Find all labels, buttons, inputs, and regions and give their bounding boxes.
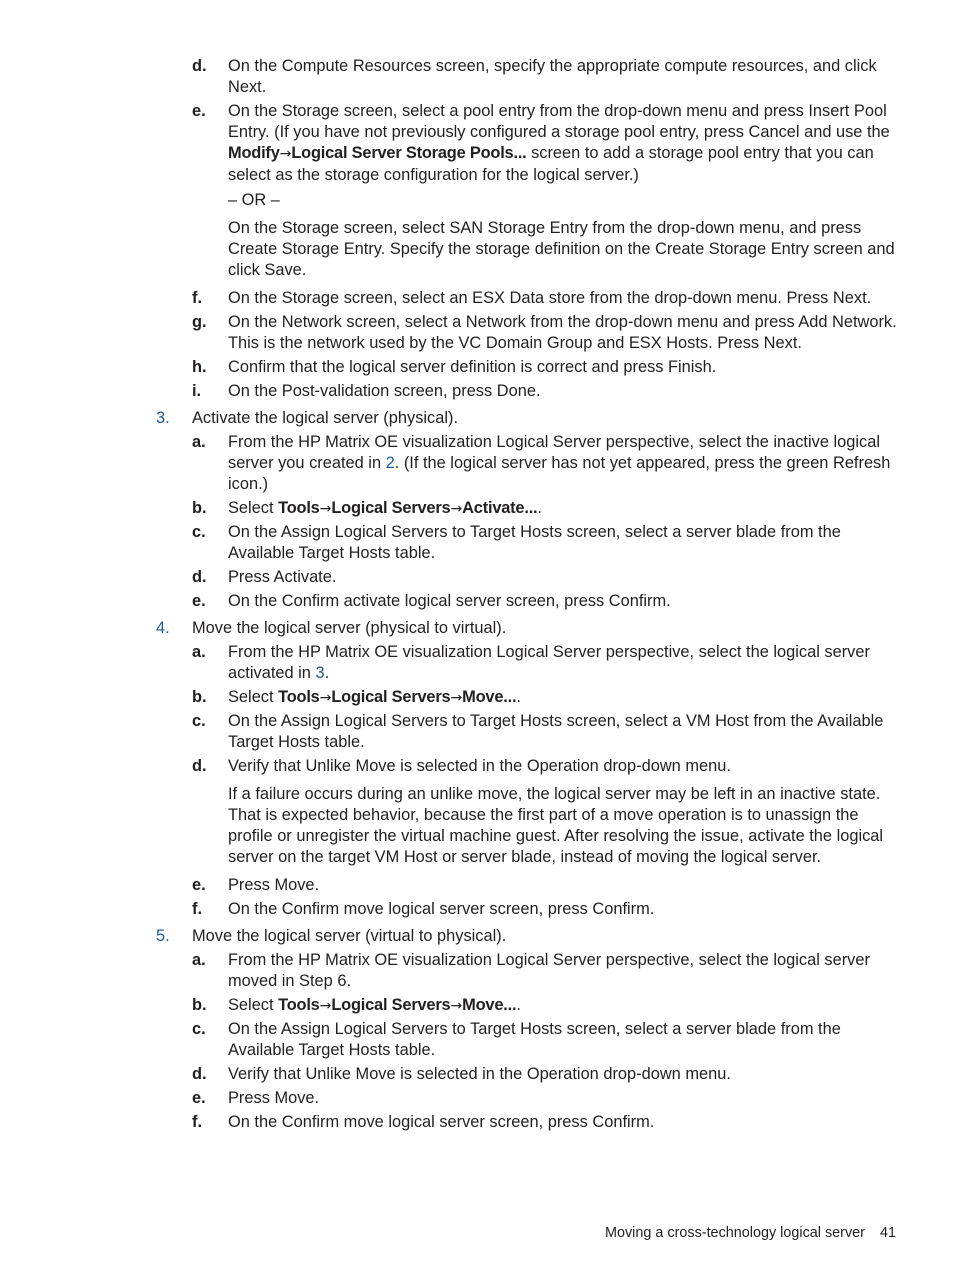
step-link[interactable]: 2 bbox=[385, 454, 395, 472]
item-text: On the Assign Logical Servers to Target Hosts screen, select a VM Host from the Available Target Hosts table. bbox=[228, 712, 884, 751]
item-marker: e. bbox=[192, 102, 206, 120]
item-text: On the Network screen, select a Network from the drop-down menu and press Add Network. This is the network used by the VC Domain Group and ESX Hosts. Press Next. bbox=[228, 313, 897, 352]
item-marker: i. bbox=[192, 382, 202, 400]
footer-title: Moving a cross-technology logical server bbox=[605, 1225, 865, 1241]
item-marker: e. bbox=[192, 876, 206, 894]
item-text: Press Activate. bbox=[228, 568, 337, 586]
item-text: On the Confirm move logical server screen, press Confirm. bbox=[228, 1113, 655, 1131]
item-marker: b. bbox=[192, 499, 207, 517]
step-number: 5. bbox=[156, 927, 170, 945]
page-number: 41 bbox=[880, 1225, 897, 1241]
item-marker: e. bbox=[192, 1089, 206, 1107]
item-text: On the Assign Logical Servers to Target Hosts screen, select a server blade from the Available Target Hosts table. bbox=[228, 1020, 841, 1059]
step-text: Move the logical server (virtual to physical). bbox=[192, 927, 507, 945]
item-text: From the HP Matrix OE visualization Logical Server perspective, select the logical server moved in Step 6. bbox=[228, 951, 870, 990]
item-marker: d. bbox=[192, 757, 207, 775]
item-marker: d. bbox=[192, 57, 207, 75]
item-marker: f. bbox=[192, 900, 203, 918]
item-text: On the Assign Logical Servers to Target Hosts screen, select a server blade from the Available Target Hosts table. bbox=[228, 523, 841, 562]
item-marker: e. bbox=[192, 592, 206, 610]
alternative-paragraph: On the Storage screen, select SAN Storage Entry from the drop-down menu, and press Create Storage Entry. Specify the storage definition on the Create Storage Entry screen and click Save. bbox=[228, 219, 895, 279]
item-text: From the HP Matrix OE visualization Logical Server perspective, select the logical server activated in 3. bbox=[228, 643, 870, 682]
item-marker: h. bbox=[192, 358, 207, 376]
item-marker: g. bbox=[192, 313, 207, 331]
item-marker: b. bbox=[192, 688, 207, 706]
item-text: On the Storage screen, select a pool entry from the drop-down menu and press Insert Pool Entry. (If you have not previously configured a storage pool entry, press Cancel and use the Modify→Logical Server Storage Pools... screen to add a storage pool entry that you can select as the storage configuration for the logical server.) bbox=[228, 102, 890, 184]
note-paragraph: If a failure occurs during an unlike move, the logical server may be left in an inactive state. That is expected behavior, because the first part of a move operation is to unassign the profile or unregister the virtual machine guest. After resolving the issue, activate the logical server on the target VM Host or server blade, instead of moving the logical server. bbox=[228, 785, 884, 866]
item-marker: c. bbox=[192, 523, 206, 541]
item-text: Select Tools→Logical Servers→Move.... bbox=[228, 996, 521, 1014]
item-text: Select Tools→Logical Servers→Move.... bbox=[228, 688, 521, 706]
item-marker: d. bbox=[192, 568, 207, 586]
item-marker: d. bbox=[192, 1065, 207, 1083]
item-text: On the Post-validation screen, press Done. bbox=[228, 382, 541, 400]
item-marker: b. bbox=[192, 996, 207, 1014]
item-marker: c. bbox=[192, 712, 206, 730]
item-text: From the HP Matrix OE visualization Logical Server perspective, select the inactive logical server you created in 2. (If the logical server has not yet appeared, press the green Refresh icon.) bbox=[228, 433, 891, 493]
item-marker: f. bbox=[192, 1113, 203, 1131]
item-text: Confirm that the logical server definition is correct and press Finish. bbox=[228, 358, 717, 376]
item-text: Verify that Unlike Move is selected in the Operation drop-down menu. bbox=[228, 757, 731, 775]
item-text: Select Tools→Logical Servers→Activate.... bbox=[228, 499, 542, 517]
item-text: On the Confirm move logical server screen, press Confirm. bbox=[228, 900, 655, 918]
item-marker: a. bbox=[192, 643, 206, 661]
step-text: Move the logical server (physical to virtual). bbox=[192, 619, 507, 637]
item-marker: a. bbox=[192, 951, 206, 969]
item-marker: f. bbox=[192, 289, 203, 307]
item-marker: c. bbox=[192, 1020, 206, 1038]
step-link[interactable]: 3 bbox=[315, 664, 325, 682]
item-text: Press Move. bbox=[228, 1089, 320, 1107]
item-text: On the Storage screen, select an ESX Data store from the drop-down menu. Press Next. bbox=[228, 289, 872, 307]
step-text: Activate the logical server (physical). bbox=[192, 409, 458, 427]
step-number: 3. bbox=[156, 409, 170, 427]
item-text: Verify that Unlike Move is selected in the Operation drop-down menu. bbox=[228, 1065, 731, 1083]
item-marker: a. bbox=[192, 433, 206, 451]
item-text: On the Confirm activate logical server screen, press Confirm. bbox=[228, 592, 671, 610]
item-text: On the Compute Resources screen, specify the appropriate compute resources, and click Next. bbox=[228, 57, 877, 96]
item-text: Press Move. bbox=[228, 876, 320, 894]
or-separator: – OR – bbox=[228, 191, 280, 209]
step-number: 4. bbox=[156, 619, 170, 637]
